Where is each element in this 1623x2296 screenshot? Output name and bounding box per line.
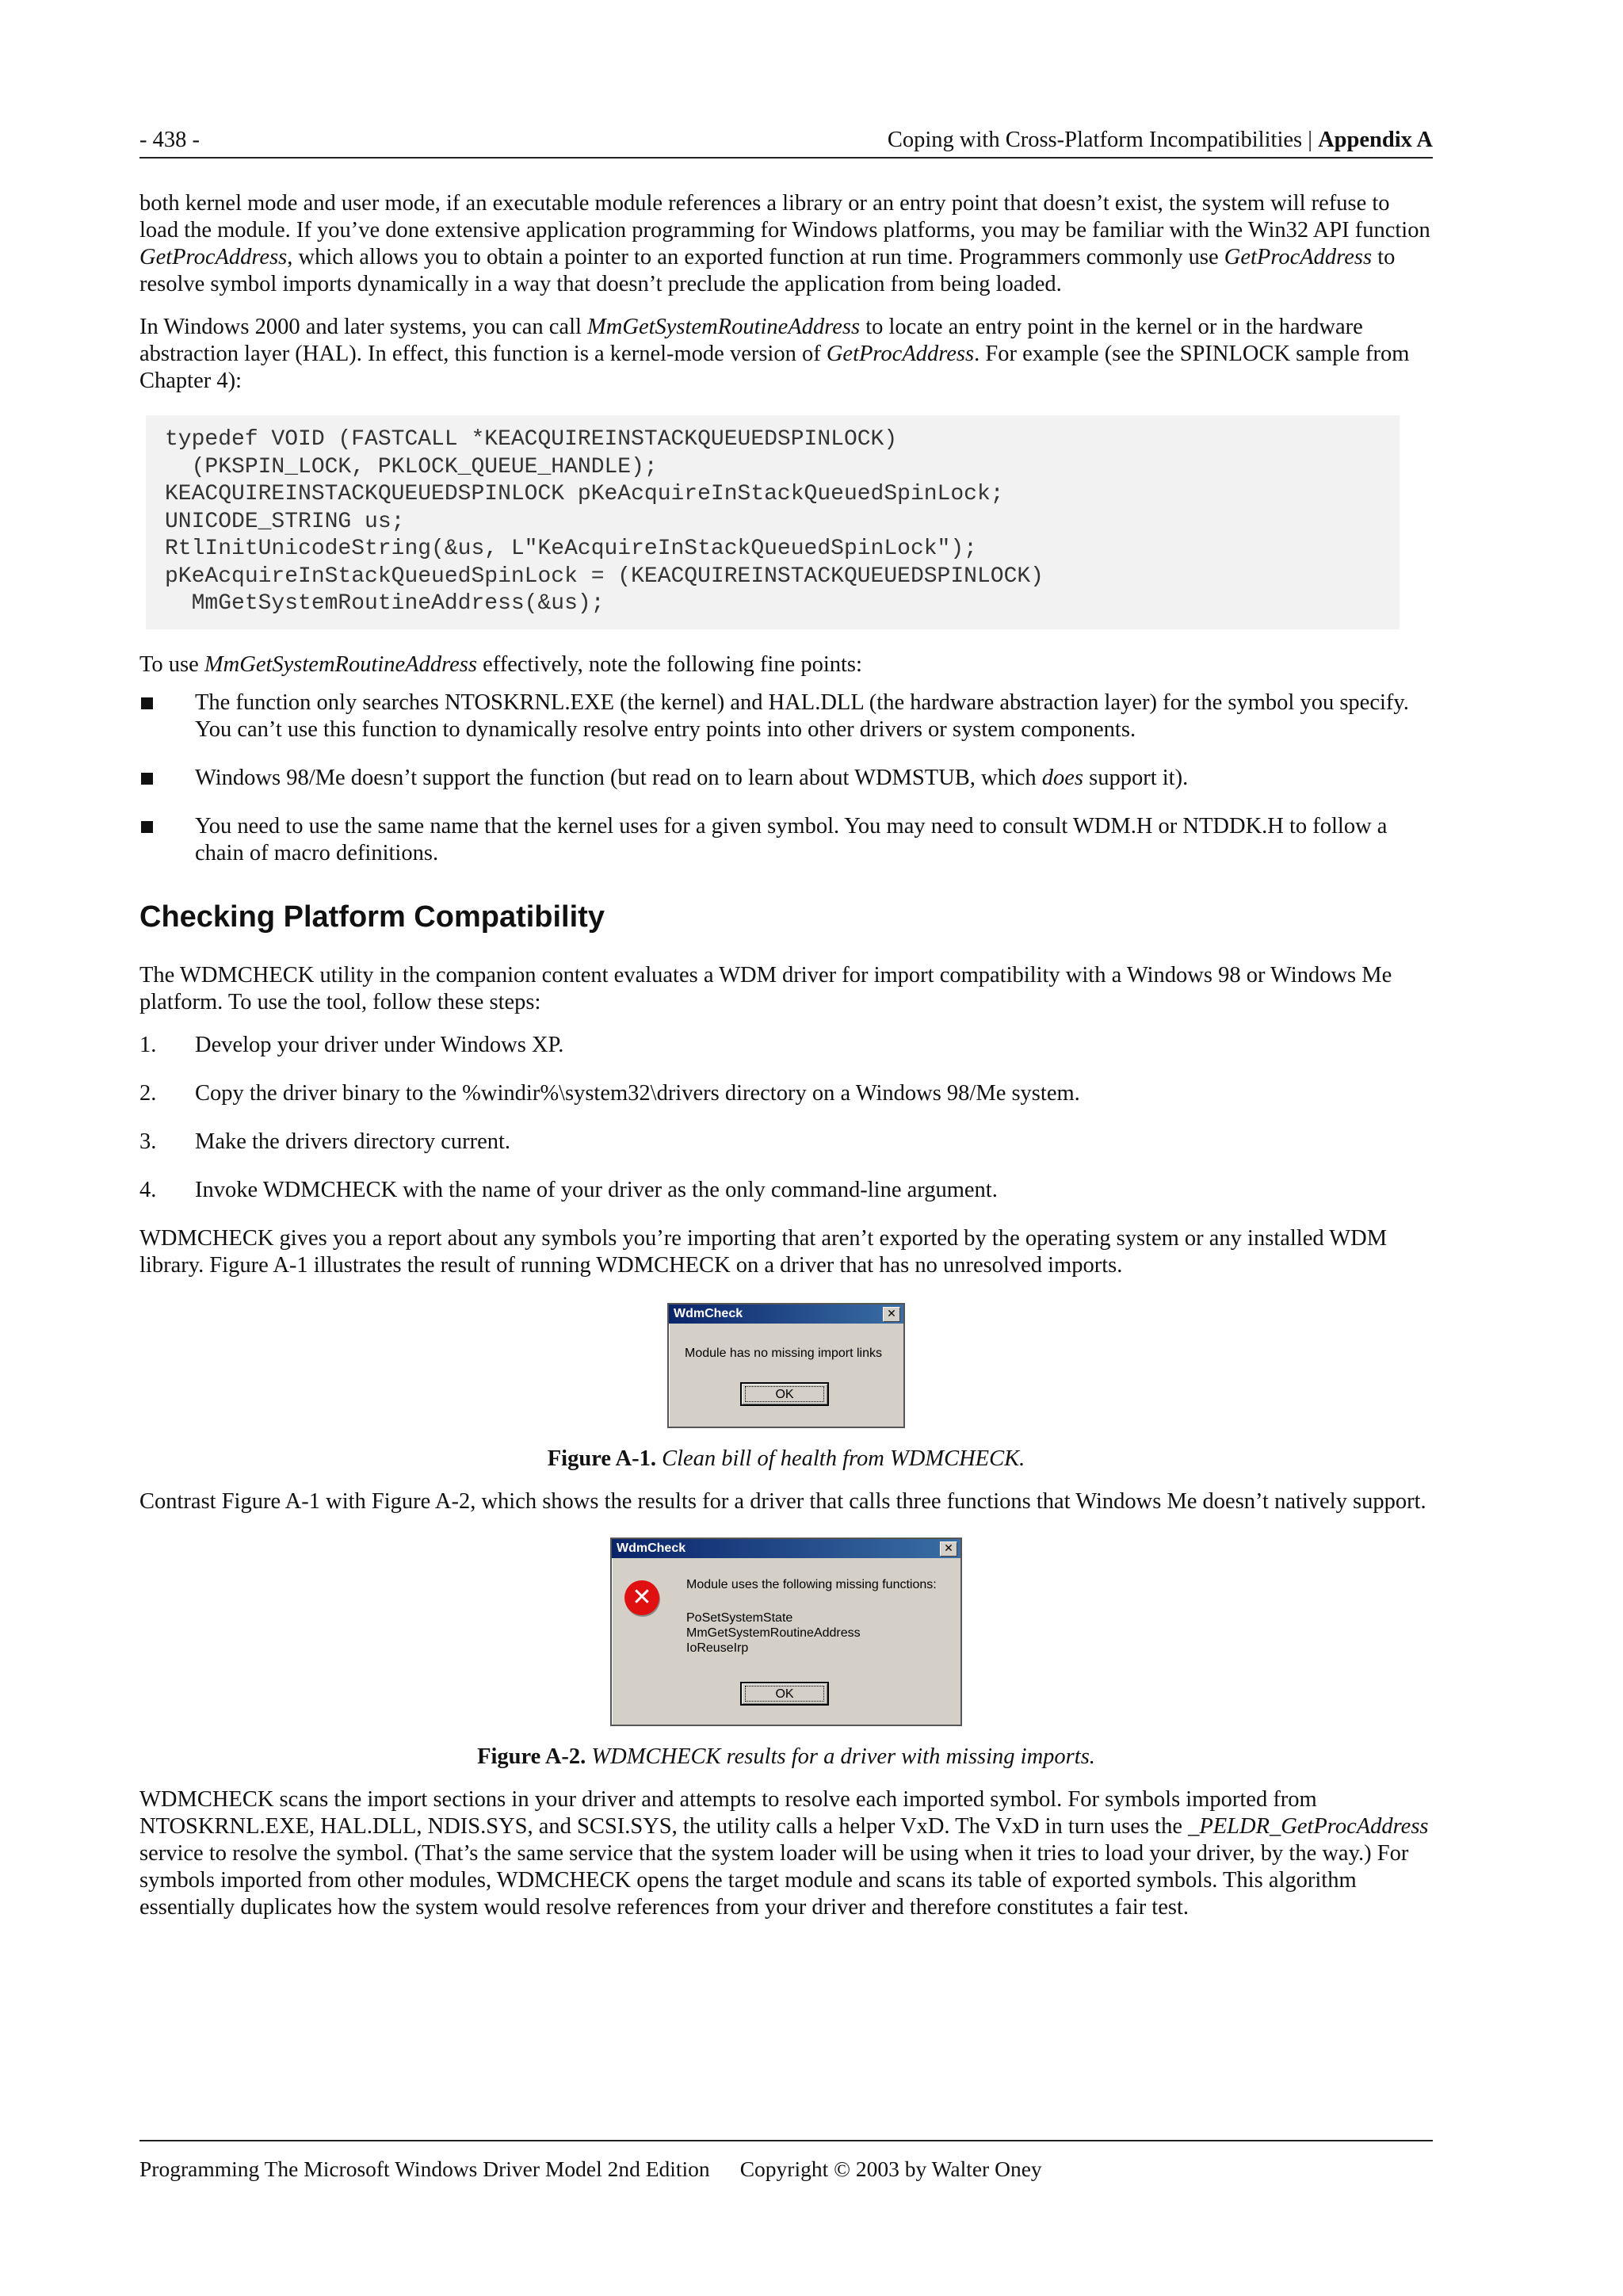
paragraph-7: WDMCHECK scans the import sections in your driver and attempts to resolve each imported symbol. For symbols imported from NTOSKRNL.EXE, HAL.DLL, NDIS.SYS, and SCSI.SYS, the utility calls a helper VxD. The VxD in turn uses the _PELDR_GetProcAddress service to resolve the symbol. (That’s the same service that the system loader will be using when it tries to load your driver, by the way.) For symbols imported from other modules, WDMCHECK opens the target module and scans its table of exported symbols. This algorithm essentially duplicates how the system would resolve references from your driver and therefore constitutes a fair test.: [139, 1786, 1429, 1920]
close-icon[interactable]: ✕: [883, 1307, 900, 1322]
page-body: [139, 127, 1433, 1921]
figure-a2-caption: Figure A-2. WDMCHECK results for a driver with missing imports.: [477, 1744, 1095, 1769]
ok-button[interactable]: OK: [740, 1382, 829, 1406]
figure-a1: [139, 1303, 1433, 1428]
step-item: 4. Invoke WDMCHECK with the name of your driver as the only command-line argument.: [139, 1177, 998, 1202]
paragraph-5: WDMCHECK gives you a report about any symbols you’re importing that aren’t exported by the operating system or any installed WDM library. Figure A-1 illustrates the result of running WDMCHECK on a driver that has no unresolved imports.: [139, 1225, 1388, 1278]
bullet-list: [139, 690, 1433, 867]
dialog-message: Module has no missing import links: [685, 1346, 882, 1360]
step-item: 2. Copy the driver binary to the %windir%\system32\drivers directory on a Windows 98/Me system.: [139, 1080, 1080, 1106]
figure-a1-caption: Figure A-1. Clean bill of health from WDMCHECK.: [547, 1446, 1025, 1471]
running-header: [139, 127, 1433, 159]
paragraph-3: To use MmGetSystemRoutineAddress effectively, note the following fine points:: [139, 651, 862, 677]
paragraph-4: The WDMCHECK utility in the companion content evaluates a WDM driver for import compatibility with a Windows 98 or Windows Me platform. To use the tool, follow these steps:: [139, 962, 1392, 1014]
missing-function: IoReuseIrp: [686, 1641, 749, 1655]
code-sample: typedef VOID (FASTCALL *KEACQUIREINSTACKQUEUEDSPINLOCK) (PKSPIN_LOCK, PKLOCK_QUEUE_HANDLE); KEACQUIREINSTACKQUEUEDSPINLOCK pKeAcquireInStackQueuedSpinLock; UNICODE_STRING us; RtlInitUnicodeString(&us, L"KeAcquireInStackQueuedSpinLock"); pKeAcquireInStackQueuedSpinLock = (KEACQUIREINSTACKQUEUEDSPINLOCK) MmGetSystemRoutineAddress(&us);: [146, 415, 1400, 629]
page-number: - 438 -: [139, 128, 200, 152]
ok-button[interactable]: OK: [740, 1682, 829, 1706]
dialog-titlebar: WdmCheck ✕: [612, 1539, 960, 1558]
step-item: 3. Make the drivers directory current.: [139, 1129, 511, 1154]
missing-function-list: [686, 1610, 861, 1656]
bullet-square-icon: [141, 821, 153, 833]
bullet-item: Windows 98/Me doesn’t support the function (but read on to learn about WDMSTUB, which does support it).: [139, 765, 1433, 792]
dialog-titlebar: WdmCheck ✕: [669, 1305, 903, 1324]
book-title: Programming The Microsoft Windows Driver Model 2nd Edition: [139, 2157, 710, 2181]
running-footer: [139, 2140, 1433, 2183]
close-icon[interactable]: ✕: [940, 1541, 957, 1557]
paragraph-6: Contrast Figure A-1 with Figure A-2, which shows the results for a driver that calls three functions that Windows Me doesn’t natively support.: [139, 1488, 1426, 1514]
missing-function: MmGetSystemRoutineAddress: [686, 1626, 861, 1640]
dialog-window: [610, 1538, 962, 1726]
missing-function: PoSetSystemState: [686, 1610, 793, 1625]
paragraph-1: both kernel mode and user mode, if an executable module references a library or an entry point that doesn’t exist, the system will refuse to load the module. If you’ve done extensive application programming for Windows platforms, you may be familiar with the Win32 API function GetProcAddress, which allows you to obtain a pointer to an exported function at run time. Programmers commonly use GetProcAddress to resolve symbol imports dynamically in a way that doesn’t preclude the application from being loaded.: [139, 191, 1430, 296]
step-item: 1. Develop your driver under Windows XP.: [139, 1032, 564, 1057]
dialog-window: [667, 1303, 905, 1428]
appendix-label: Appendix A: [1318, 128, 1433, 152]
bullet-square-icon: [141, 773, 153, 785]
bullet-item: You need to use the same name that the kernel uses for a given symbol. You may need to consult WDM.H or NTDDK.H to follow a chain of macro definitions.: [139, 813, 1433, 867]
chapter-title: Coping with Cross-Platform Incompatibilities | Appendix A: [887, 128, 1433, 152]
bullet-square-icon: [141, 697, 153, 709]
paragraph-2: In Windows 2000 and later systems, you can call MmGetSystemRoutineAddress to locate an entry point in the kernel or in the hardware abstraction layer (HAL). In effect, this function is a kernel-mode version of GetProcAddress. For example (see the SPINLOCK sample from Chapter 4):: [139, 315, 1410, 393]
step-list: [139, 1032, 1433, 1204]
dialog-message: Module uses the following missing functions:: [686, 1577, 937, 1591]
figure-a2: [139, 1538, 1433, 1726]
section-heading: Checking Platform Compatibility: [139, 900, 605, 934]
copyright: Copyright © 2003 by Walter Oney: [739, 2157, 1042, 2181]
error-icon: ✕: [624, 1580, 659, 1615]
bullet-item: The function only searches NTOSKRNL.EXE (the kernel) and HAL.DLL (the hardware abstraction layer) for the symbol you specify. You can’t use this function to dynamically resolve entry points into other drivers or system components.: [139, 690, 1433, 743]
